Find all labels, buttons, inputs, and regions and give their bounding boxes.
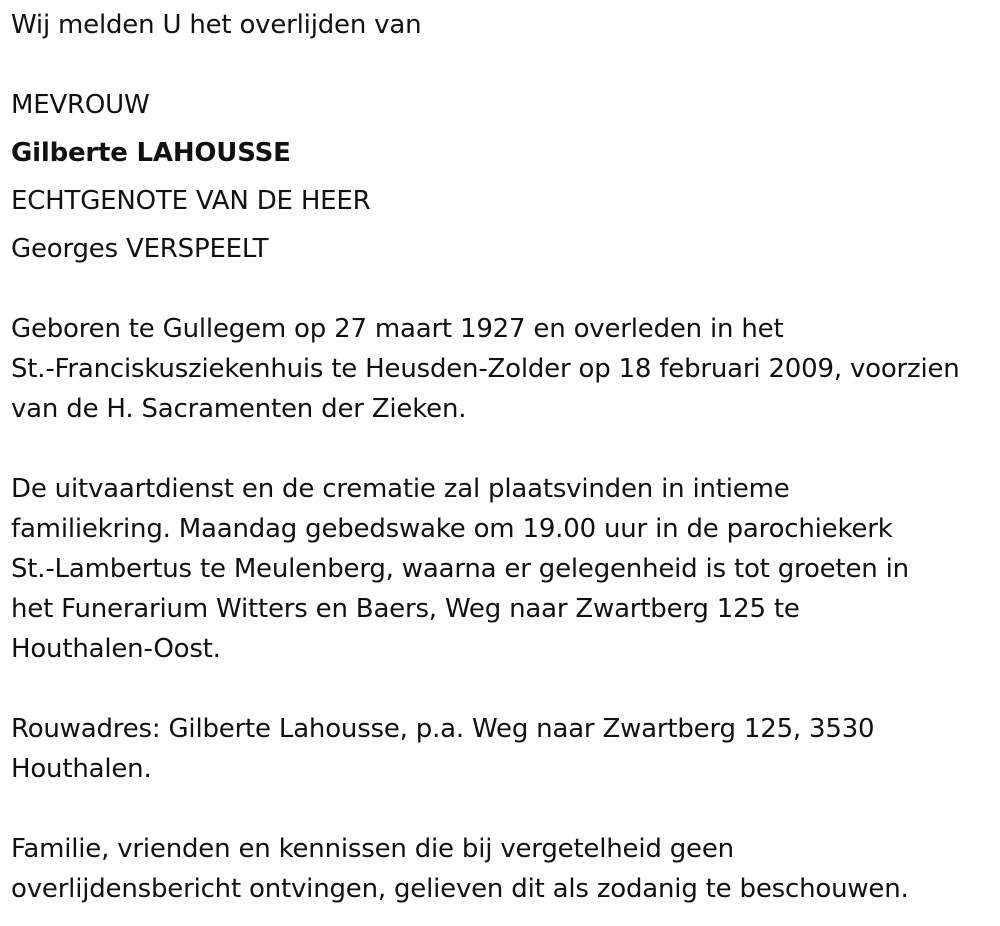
funeral-line: het Funerarium Witters en Baers, Weg naar Zwartberg 125 te: [11, 594, 800, 624]
address-line: Houthalen.: [11, 754, 152, 784]
spouse-label: ECHTGENOTE VAN DE HEER: [11, 186, 371, 216]
intro-text: Wij melden U het overlijden van: [11, 10, 422, 40]
funeral-line: De uitvaartdienst en de crematie zal plaatsvinden in intieme: [11, 474, 790, 504]
spouse-name: Georges VERSPEELT: [11, 234, 269, 264]
title-text: MEVROUW: [11, 90, 150, 120]
birth-death-line: van de H. Sacramenten der Zieken.: [11, 394, 467, 424]
address-line: Rouwadres: Gilberte Lahousse, p.a. Weg naar Zwartberg 125, 3530: [11, 714, 875, 744]
closing-line: Familie, vrienden en kennissen die bij vergetelheid geen: [11, 834, 734, 864]
closing-line: overlijdensbericht ontvingen, gelieven dit als zodanig te beschouwen.: [11, 874, 909, 904]
funeral-line: St.-Lambertus te Meulenberg, waarna er gelegenheid is tot groeten in: [11, 554, 909, 584]
deceased-name: Gilberte LAHOUSSE: [11, 138, 291, 168]
birth-death-line: Geboren te Gullegem op 27 maart 1927 en overleden in het: [11, 314, 784, 344]
birth-death-line: St.-Franciskusziekenhuis te Heusden-Zolder op 18 februari 2009, voorzien: [11, 354, 960, 384]
funeral-line: Houthalen-Oost.: [11, 634, 221, 664]
funeral-line: familiekring. Maandag gebedswake om 19.00 uur in de parochiekerk: [11, 514, 893, 544]
